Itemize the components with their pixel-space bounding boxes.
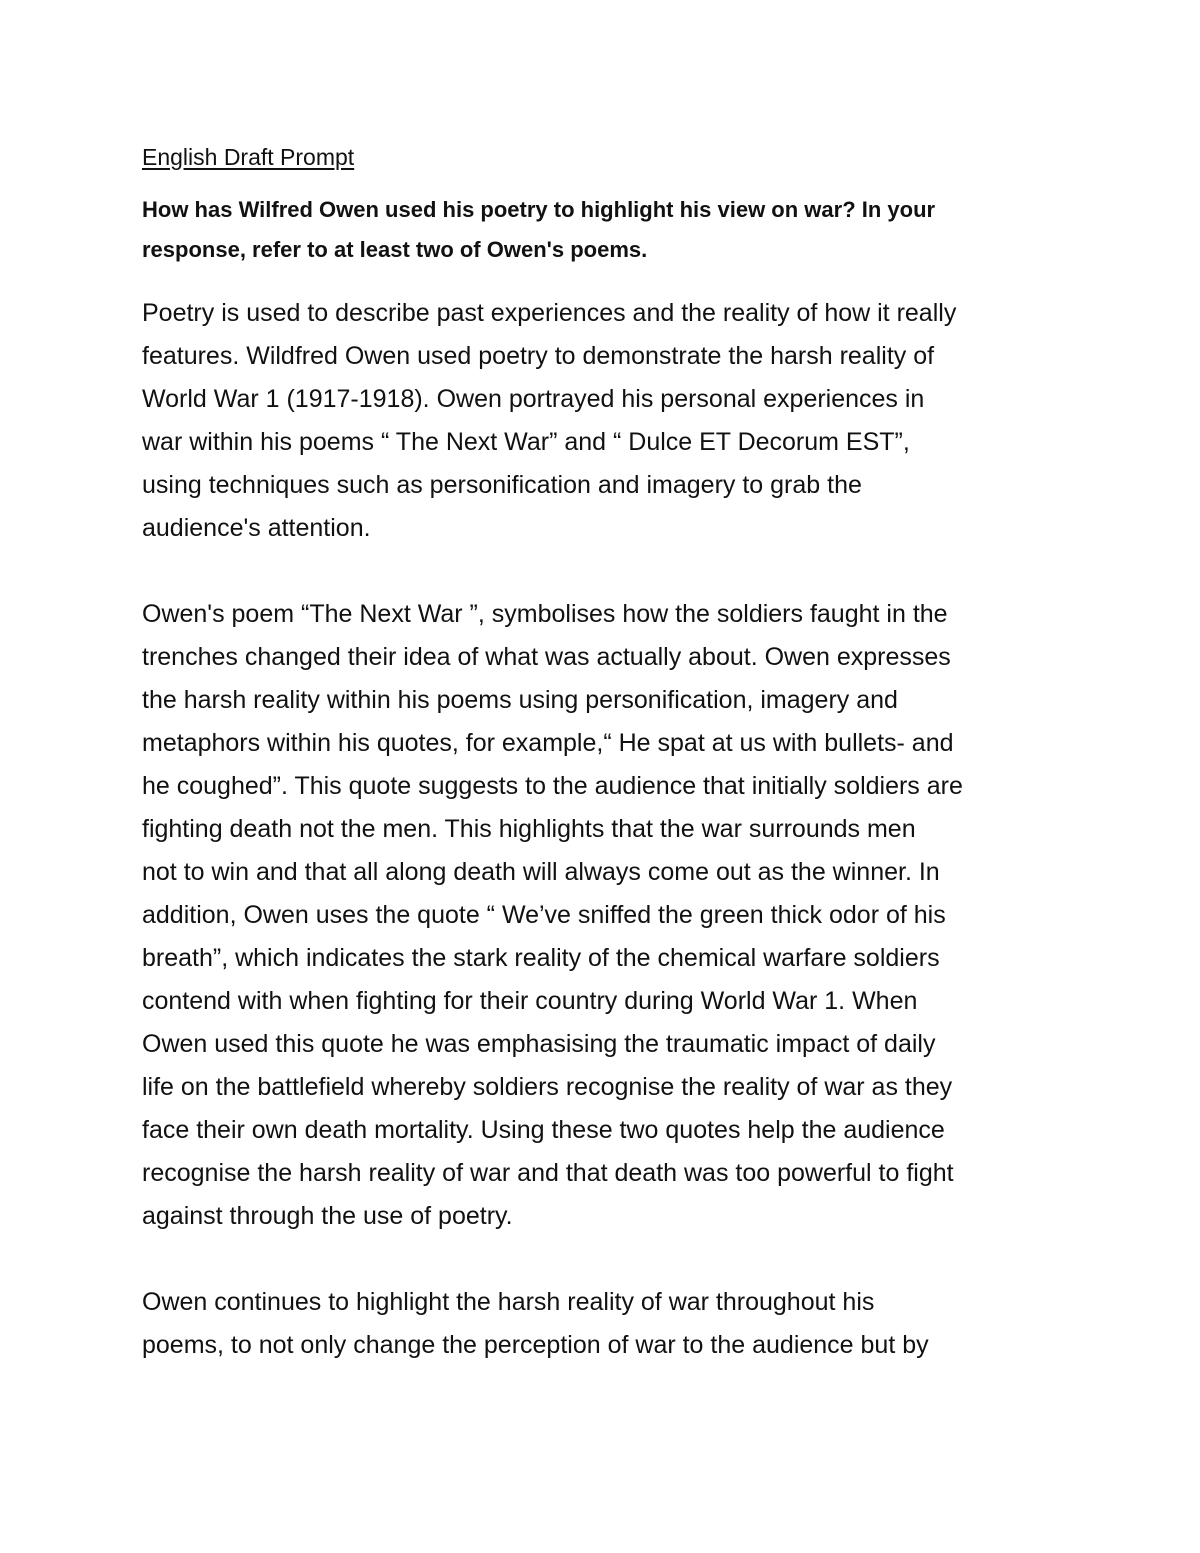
paragraph-introduction [142, 292, 1062, 550]
text-line: World War 1 (1917-1918). Owen portrayed his personal experiences in [142, 385, 925, 413]
essay-prompt [142, 190, 1062, 270]
text-line: Owen's poem “The Next War ”, symbolises how the soldiers faught in the [142, 600, 948, 628]
text-line: addition, Owen uses the quote “ We’ve sniffed the green thick odor of his [142, 901, 946, 929]
text-line: the harsh reality within his poems using personification, imagery and [142, 686, 898, 714]
text-line: features. Wildfred Owen used poetry to demonstrate the harsh reality of [142, 342, 935, 370]
text-line: Poetry is used to describe past experiences and the reality of how it really [142, 299, 957, 327]
text-line: metaphors within his quotes, for example,“ He spat at us with bullets- and [142, 729, 954, 757]
text-line: life on the battlefield whereby soldiers recognise the reality of war as they [142, 1073, 953, 1101]
text-line: poems, to not only change the perception of war to the audience but by [142, 1331, 929, 1359]
text-line: Owen used this quote he was emphasising the traumatic impact of daily [142, 1030, 936, 1058]
paragraph-body-1 [142, 593, 1062, 1238]
prompt-line: response, refer to at least two of Owen's poems. [142, 237, 648, 262]
text-line: not to win and that all along death will always come out as the winner. In [142, 858, 940, 886]
text-line: face their own death mortality. Using these two quotes help the audience [142, 1116, 945, 1144]
text-line: he coughed”. This quote suggests to the audience that initially soldiers are [142, 772, 963, 800]
text-line: contend with when fighting for their country during World War 1. When [142, 987, 918, 1015]
text-line: breath”, which indicates the stark reality of the chemical warfare soldiers [142, 944, 940, 972]
text-line: fighting death not the men. This highlights that the war surrounds men [142, 815, 916, 843]
document-body [142, 140, 1062, 1410]
text-line: audience's attention. [142, 514, 371, 542]
text-line: trenches changed their idea of what was actually about. Owen expresses [142, 643, 951, 671]
text-line: Owen continues to highlight the harsh reality of war throughout his [142, 1288, 875, 1316]
text-line: war within his poems “ The Next War” and “ Dulce ET Decorum EST”, [142, 428, 910, 456]
document-title: English Draft Prompt [142, 144, 355, 170]
text-line: recognise the harsh reality of war and that death was too powerful to fight [142, 1159, 954, 1187]
paragraph-body-2 [142, 1281, 1062, 1367]
text-line: using techniques such as personification and imagery to grab the [142, 471, 862, 499]
prompt-line: How has Wilfred Owen used his poetry to highlight his view on war? In your [142, 197, 936, 222]
text-line: against through the use of poetry. [142, 1202, 513, 1230]
